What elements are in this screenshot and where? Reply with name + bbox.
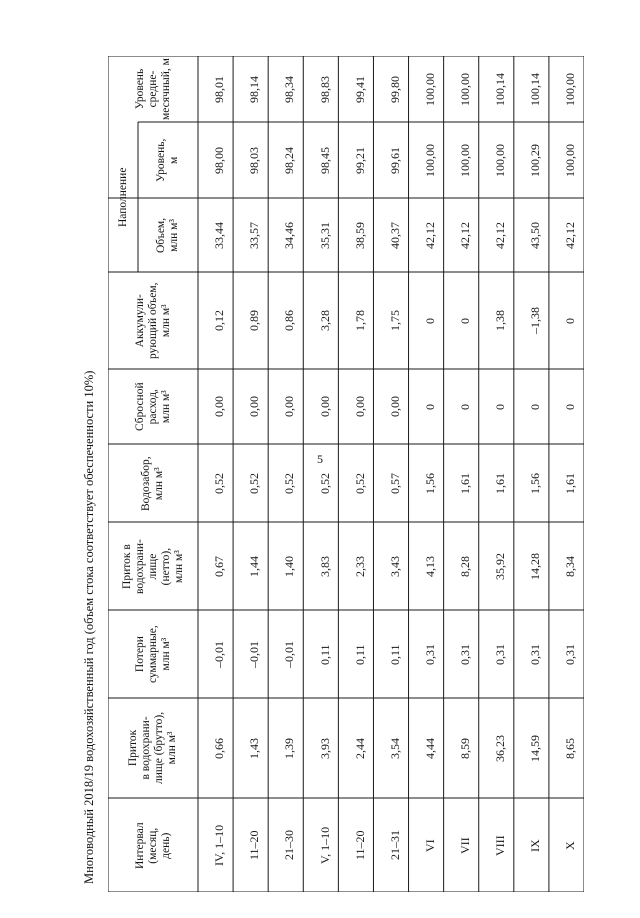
header-interval-line: (месяц,: [146, 827, 159, 864]
cell-inflow_net: 8,34: [563, 555, 578, 577]
cell-volume: 42,12: [563, 221, 578, 249]
cell-interval: 11–20: [247, 830, 262, 860]
cell-losses: 0,11: [317, 643, 332, 665]
header-discharge: [134, 382, 173, 431]
cell-avg_level: 100,14: [492, 72, 507, 106]
header-accumulated-line: Аккумули-: [133, 294, 146, 348]
header-inflow_gross-line: в водохрани-: [139, 716, 152, 780]
header-inflow_gross-line: лище (брутто),: [152, 711, 165, 784]
header-losses-line: Потери: [133, 636, 146, 673]
cell-discharge: 0: [563, 403, 578, 410]
cell-discharge: 0: [457, 403, 472, 410]
cell-level: 99,21: [352, 146, 367, 174]
cell-volume: 35,31: [317, 221, 332, 249]
cell-losses: 0,31: [563, 643, 578, 665]
cell-withdrawal: 1,61: [457, 472, 472, 494]
cell-inflow_gross: 3,54: [387, 737, 402, 759]
cell-avg_level: 100,14: [528, 72, 543, 106]
cell-interval: VI: [422, 838, 437, 852]
cell-accumulated: 0,12: [212, 310, 227, 331]
header-inflow_gross-line: Приток: [127, 729, 139, 767]
header-discharge-line: расход,: [146, 389, 159, 425]
cell-inflow_gross: 1,43: [247, 737, 262, 759]
cell-inflow_gross: 4,44: [422, 737, 437, 759]
cell-avg_level: 100,00: [563, 72, 578, 106]
cell-losses: 0,11: [352, 643, 367, 665]
cell-withdrawal: 0,52: [282, 472, 297, 494]
cell-inflow_gross: 14,59: [528, 734, 543, 762]
header-filling: Наполнение: [116, 167, 129, 227]
cell-avg_level: 98,01: [212, 75, 227, 103]
cell-discharge: 0,00: [352, 396, 367, 417]
cell-inflow_gross: 36,23: [492, 734, 507, 762]
cell-losses: 0,11: [387, 643, 402, 665]
cell-volume: 33,57: [247, 221, 262, 249]
header-discharge-line: Сбросной: [133, 382, 146, 431]
cell-interval: 11–20: [352, 830, 367, 860]
cell-withdrawal: 0,52: [317, 472, 332, 494]
cell-level: 100,00: [563, 143, 578, 177]
cell-avg_level: 99,41: [352, 75, 367, 103]
cell-interval: 21–30: [282, 830, 297, 860]
cell-accumulated: 0: [457, 317, 472, 324]
cell-withdrawal: 0,52: [212, 472, 227, 494]
cell-avg_level: 98,83: [317, 75, 332, 103]
header-interval: [134, 822, 173, 869]
cell-inflow_net: 35,92: [492, 552, 507, 580]
cell-level: 100,00: [492, 143, 507, 177]
cell-losses: 0,31: [457, 643, 472, 665]
header-inflow_net-line: Приток в: [121, 543, 133, 589]
cell-volume: 40,37: [387, 221, 402, 249]
cell-level: 98,00: [212, 146, 227, 174]
header-withdrawal-line: Водозабор,: [140, 455, 152, 511]
table-caption: Многоводный 2018/19 водохозяйственный год (объем стока соответствует обеспеченности 10%): [82, 370, 96, 884]
cell-volume: 43,50: [528, 221, 543, 249]
header-accumulated-line: млн м³: [159, 304, 172, 338]
header-inflow_gross: [127, 712, 179, 784]
cell-interval: V, 1–10: [317, 826, 332, 864]
cell-accumulated: 0,86: [282, 310, 297, 331]
cell-withdrawal: 1,56: [422, 472, 437, 494]
header-withdrawal: [140, 456, 166, 511]
cell-inflow_net: 1,44: [247, 555, 262, 577]
water-balance-table: [108, 56, 584, 892]
cell-inflow_gross: 2,44: [352, 737, 367, 759]
header-avg_level-line: средне-: [146, 70, 159, 108]
cell-level: 100,29: [528, 143, 543, 177]
cell-inflow_net: 14,28: [528, 552, 543, 580]
header-interval-line: день): [159, 832, 172, 859]
header-inflow_net-line: (нетто),: [159, 547, 172, 585]
cell-withdrawal: 1,56: [528, 472, 543, 494]
cell-inflow_net: 8,28: [457, 555, 472, 577]
cell-accumulated: 3,28: [317, 310, 332, 331]
header-withdrawal-line: млн м³: [152, 466, 165, 500]
cell-inflow_gross: 8,65: [563, 737, 578, 759]
cell-volume: 34,46: [282, 221, 297, 249]
header-accumulated: [134, 283, 173, 360]
cell-accumulated: 1,78: [352, 310, 367, 331]
page-number: 5: [317, 452, 323, 466]
cell-interval: IV, 1–10: [212, 824, 227, 866]
header-avg_level: [134, 58, 173, 120]
header-interval-line: Интервал: [133, 821, 146, 869]
header-losses-line: млн м³: [159, 637, 172, 671]
cell-discharge: 0: [492, 403, 507, 410]
header-inflow_net: [121, 539, 185, 594]
cell-level: 100,00: [457, 143, 472, 177]
header-volume-line: млн м³: [167, 218, 180, 252]
cell-interval: VII: [457, 836, 472, 854]
cell-interval: 21–31: [387, 830, 402, 860]
cell-withdrawal: 0,52: [247, 472, 262, 494]
header-inflow_net-line: млн м³: [172, 549, 185, 583]
cell-inflow_net: 3,83: [317, 555, 332, 577]
header-volume-line: Объем,: [155, 217, 167, 253]
cell-accumulated: 1,75: [387, 310, 402, 331]
cell-avg_level: 100,00: [422, 72, 437, 106]
cell-accumulated: 0: [422, 317, 437, 324]
cell-level: 98,24: [282, 146, 297, 174]
cell-discharge: 0: [528, 403, 543, 410]
cell-losses: –0,01: [247, 640, 262, 668]
cell-inflow_net: 1,40: [282, 555, 297, 577]
cell-level: 99,61: [387, 146, 402, 174]
header-discharge-line: млн м³: [159, 390, 172, 424]
header-avg_level-line: Уровень: [133, 68, 146, 110]
cell-interval: VIII: [492, 834, 507, 856]
cell-level: 98,45: [317, 146, 332, 174]
header-inflow_gross-line: млн м³: [165, 731, 178, 765]
cell-inflow_net: 3,43: [387, 555, 402, 577]
cell-volume: 42,12: [492, 221, 507, 249]
cell-avg_level: 99,80: [387, 75, 402, 103]
cell-withdrawal: 1,61: [563, 472, 578, 494]
cell-losses: –0,01: [282, 640, 297, 668]
header-accumulated-line: рующий объем,: [146, 282, 159, 359]
cell-discharge: 0,00: [387, 396, 402, 417]
cell-inflow_gross: 8,59: [457, 737, 472, 759]
cell-volume: 42,12: [457, 221, 472, 249]
cell-losses: 0,31: [422, 643, 437, 665]
cell-level: 98,03: [247, 146, 262, 174]
header-inflow_net-line: лище: [146, 553, 159, 580]
cell-discharge: 0,00: [247, 396, 262, 417]
cell-level: 100,00: [422, 143, 437, 177]
cell-avg_level: 100,00: [457, 72, 472, 106]
cell-avg_level: 98,34: [282, 75, 297, 103]
cell-avg_level: 98,14: [247, 75, 262, 103]
header-volume: [155, 217, 181, 252]
cell-volume: 42,12: [422, 221, 437, 249]
cell-accumulated: 0,89: [247, 310, 262, 331]
cell-inflow_gross: 3,93: [317, 737, 332, 759]
cell-accumulated: 1,38: [492, 310, 507, 331]
header-avg_level-line: месячный, м: [159, 58, 172, 120]
cell-withdrawal: 0,52: [352, 472, 367, 494]
cell-losses: –0,01: [212, 640, 227, 668]
cell-discharge: 0,00: [212, 396, 227, 417]
header-losses: [134, 625, 173, 683]
cell-withdrawal: 0,57: [387, 472, 402, 494]
cell-inflow_gross: 1,39: [282, 737, 297, 759]
cell-inflow_net: 0,67: [212, 555, 227, 577]
cell-interval: IX: [528, 838, 543, 852]
cell-inflow_net: 4,13: [422, 555, 437, 577]
cell-discharge: 0: [422, 403, 437, 410]
header-losses-line: суммарные,: [146, 625, 159, 683]
header-level-line: м: [167, 156, 180, 164]
header-level: [155, 138, 181, 181]
cell-volume: 33,44: [212, 221, 227, 249]
header-level-line: Уровень,: [155, 138, 167, 182]
cell-losses: 0,31: [492, 643, 507, 665]
cell-interval: X: [563, 840, 578, 850]
cell-discharge: 0,00: [282, 396, 297, 417]
cell-withdrawal: 1,61: [492, 472, 507, 494]
cell-inflow_net: 2,33: [352, 555, 367, 577]
cell-volume: 38,59: [352, 221, 367, 249]
cell-losses: 0,31: [528, 643, 543, 665]
cell-accumulated: –1,38: [528, 307, 543, 334]
cell-inflow_gross: 0,66: [212, 737, 227, 759]
cell-discharge: 0,00: [317, 396, 332, 417]
header-inflow_net-line: водохрани-: [133, 538, 146, 594]
cell-accumulated: 0: [563, 317, 578, 324]
